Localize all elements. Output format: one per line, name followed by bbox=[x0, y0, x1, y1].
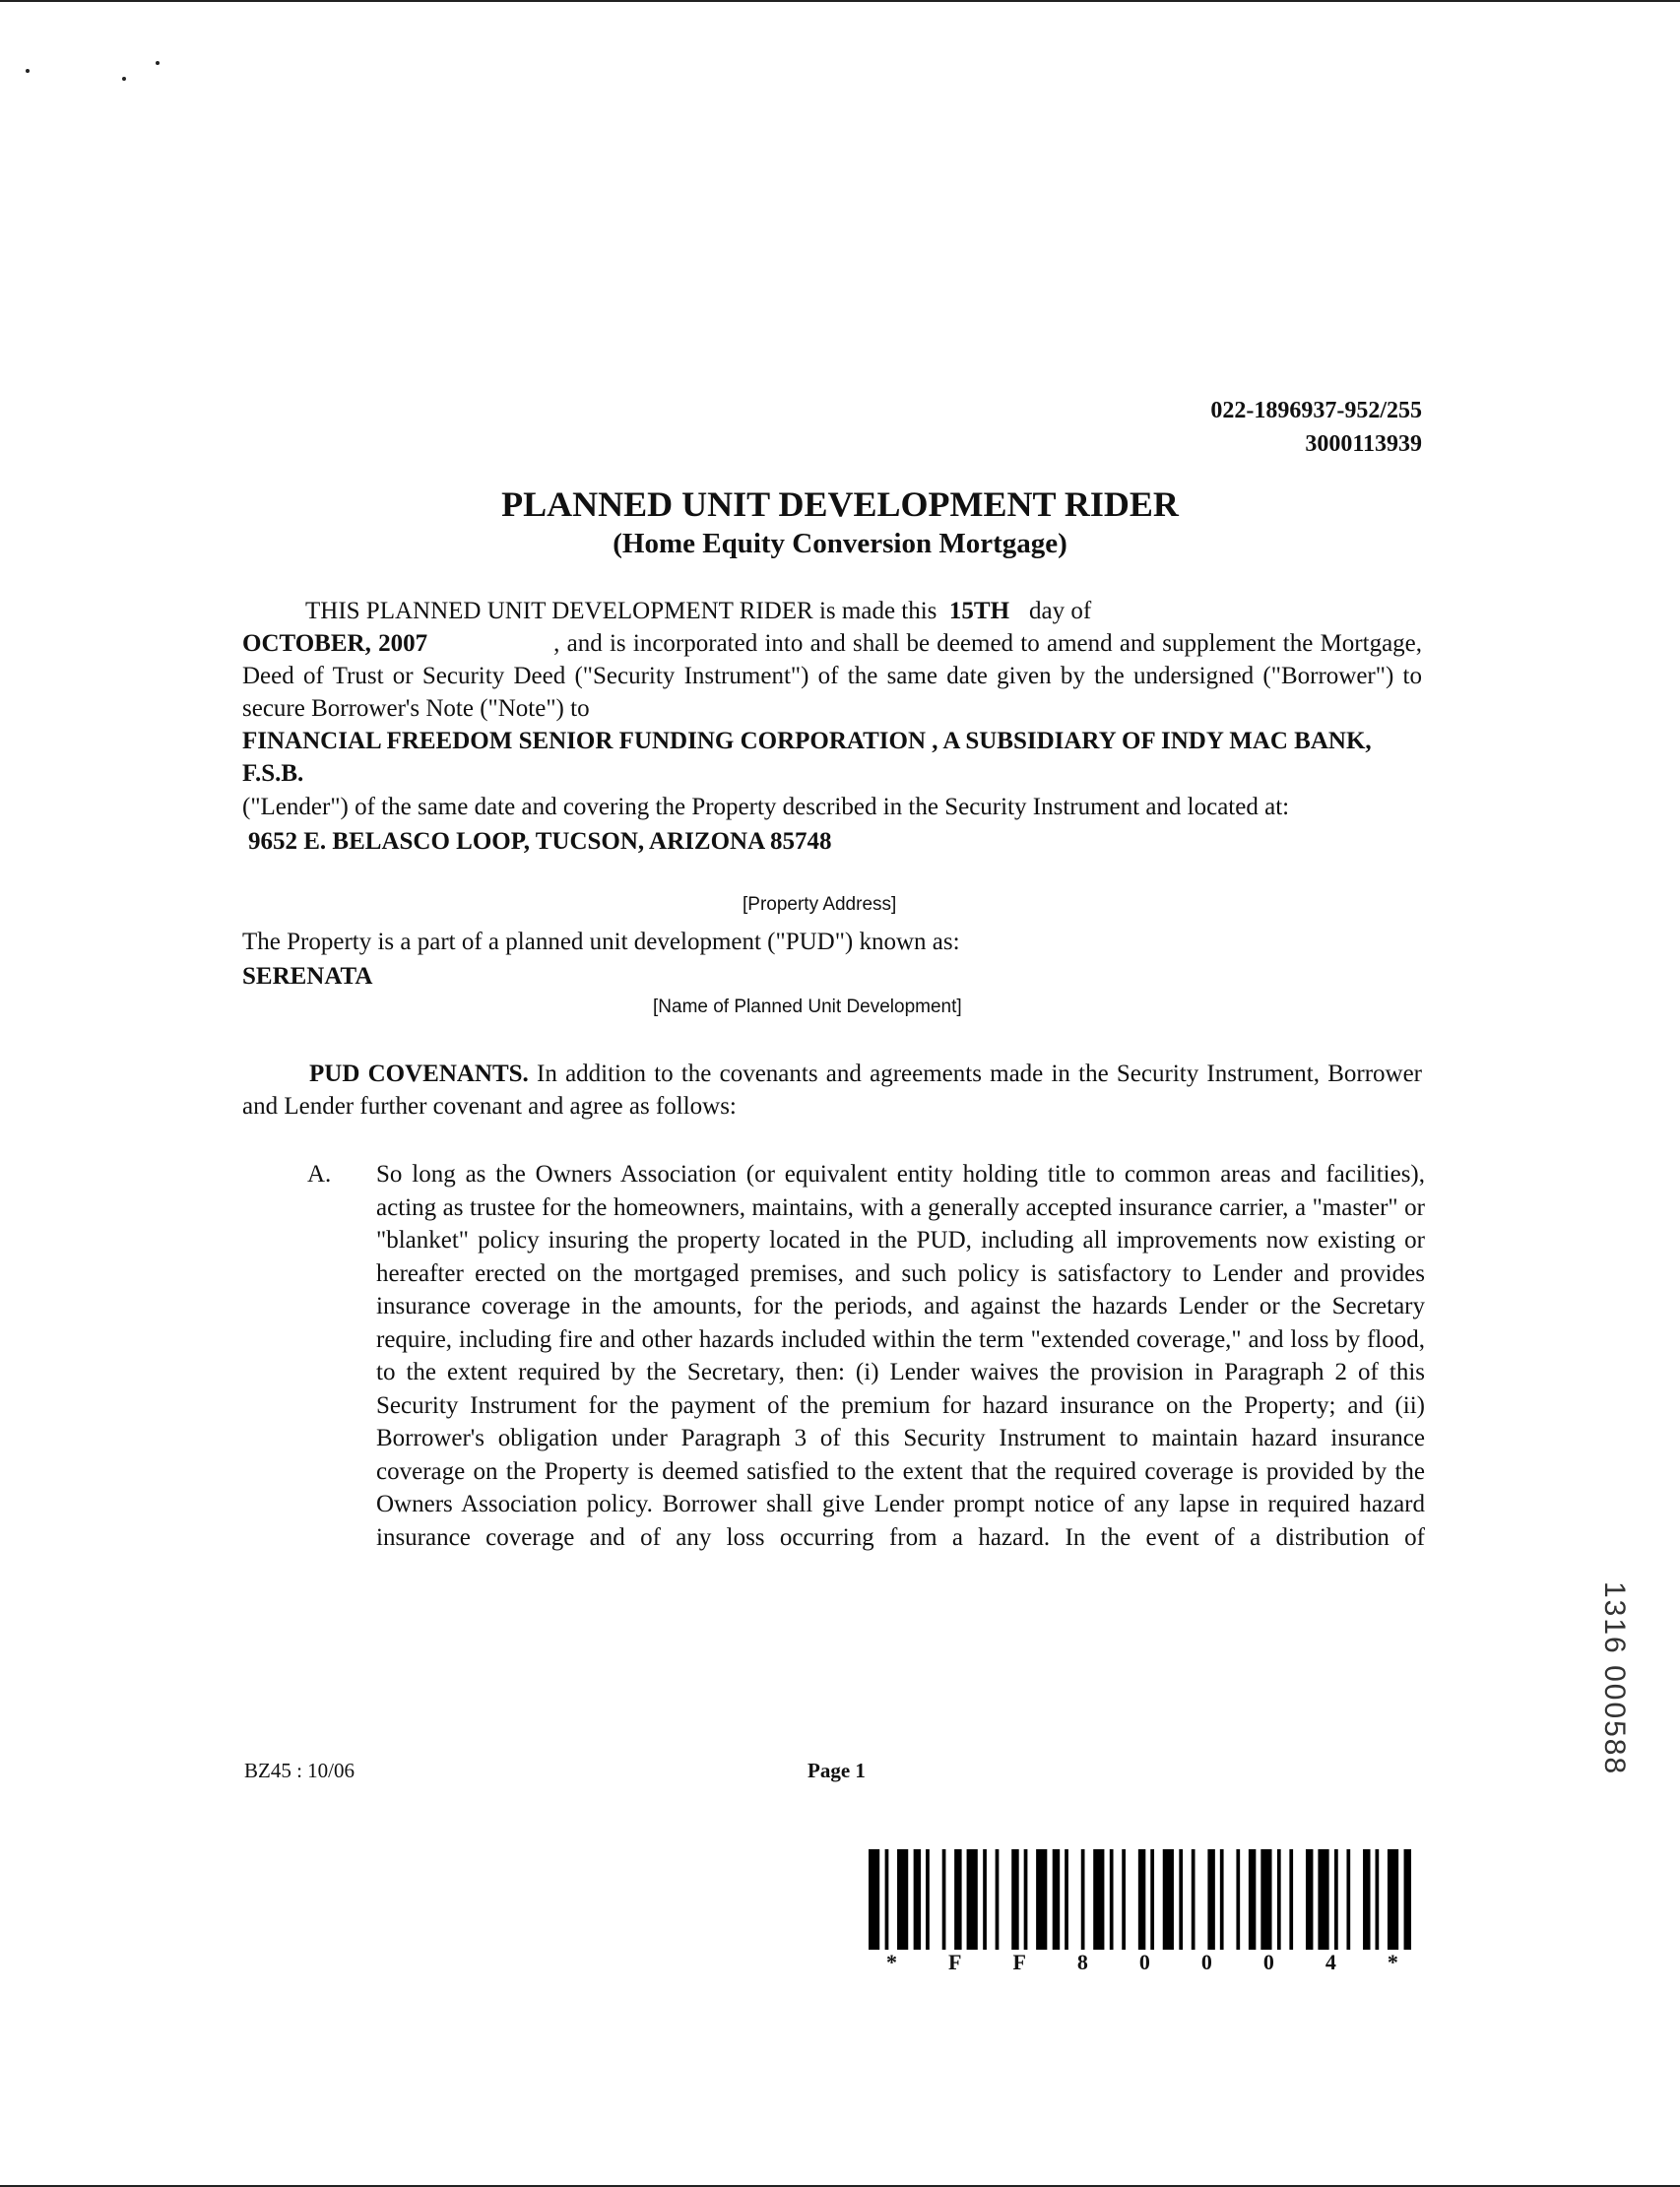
barcode-bar bbox=[1376, 1849, 1380, 1950]
rider-day: 15TH bbox=[948, 598, 1010, 624]
barcode-bar bbox=[1122, 1849, 1126, 1950]
barcode-bar bbox=[1260, 1849, 1271, 1950]
barcode-bar bbox=[1024, 1849, 1028, 1950]
barcode-bar bbox=[1346, 1849, 1350, 1950]
barcode-bar bbox=[1363, 1849, 1370, 1950]
scan-speck bbox=[122, 77, 126, 81]
barcode-bar bbox=[996, 1849, 1000, 1950]
intro-line-1 bbox=[242, 595, 1422, 627]
document-subtitle: (Home Equity Conversion Mortgage) bbox=[613, 528, 1067, 559]
barcode-bar bbox=[1404, 1849, 1411, 1950]
item-a-label: A. bbox=[307, 1161, 332, 1188]
barcode-char: 4 bbox=[1325, 1950, 1336, 1974]
barcode-bar bbox=[1110, 1849, 1114, 1950]
intro-body: the Mortgage, Deed of Trust or Security Deed ("Security Instrument") of the same date given by the undersigned ("Borrower") to secure Borrower's Note ("Note") to bbox=[242, 630, 1423, 722]
property-address: 9652 E. BELASCO LOOP, TUCSON, ARIZONA 85748 bbox=[248, 828, 832, 855]
barcode-bar bbox=[942, 1849, 946, 1950]
barcode-bar bbox=[914, 1849, 921, 1950]
scan-speck bbox=[26, 69, 30, 73]
barcode-bar bbox=[1306, 1849, 1313, 1950]
pud-covenants-heading: PUD COVENANTS. bbox=[309, 1061, 529, 1087]
loan-reference-number: 022-1896937-952/255 bbox=[1210, 398, 1422, 423]
barcode-char: F bbox=[1012, 1950, 1026, 1974]
barcode-bar bbox=[885, 1849, 889, 1950]
barcode-bar bbox=[1150, 1849, 1154, 1950]
day-of-label: day of bbox=[1029, 598, 1092, 624]
barcode-bar bbox=[967, 1849, 978, 1950]
barcode-bar bbox=[1179, 1849, 1183, 1950]
covenant-item-a bbox=[307, 1158, 1425, 1554]
barcode-bar bbox=[1163, 1849, 1174, 1950]
barcode-bar bbox=[1220, 1849, 1224, 1950]
scan-speck bbox=[156, 61, 160, 65]
barcode-char: 0 bbox=[1200, 1950, 1212, 1974]
barcode-bar bbox=[1065, 1849, 1068, 1950]
barcode-bar bbox=[1011, 1849, 1018, 1950]
barcode-bar bbox=[1318, 1849, 1328, 1950]
barcode-bar bbox=[1277, 1849, 1281, 1950]
barcode-char: 8 bbox=[1076, 1950, 1088, 1974]
barcode-bar bbox=[1236, 1849, 1240, 1950]
barcode-char: * bbox=[886, 1950, 897, 1974]
title-block bbox=[0, 482, 1680, 561]
barcode-char: 0 bbox=[1262, 1950, 1274, 1974]
barcode-bar bbox=[1192, 1849, 1195, 1950]
case-number: 3000113939 bbox=[1305, 431, 1422, 457]
barcode-bar bbox=[1388, 1849, 1398, 1950]
pud-covenants-paragraph bbox=[242, 1058, 1422, 1123]
barcode-char: * bbox=[1387, 1950, 1398, 1974]
intro-rest-line: , and is incorporated into and shall be deemed to amend and supplement bbox=[553, 630, 1276, 657]
barcode-bar bbox=[1053, 1849, 1060, 1950]
rider-date: OCTOBER, 2007 bbox=[242, 630, 428, 657]
intro-paragraph bbox=[242, 627, 1422, 725]
reference-numbers bbox=[1210, 394, 1422, 461]
lender-line: ("Lender") of the same date and covering the Property described in the Security Instrument and located at: bbox=[242, 794, 1290, 820]
side-stamp: 1316 000588 bbox=[1598, 1581, 1631, 1776]
barcode-bar bbox=[1207, 1849, 1214, 1950]
barcode-text bbox=[869, 1950, 1416, 1975]
pud-covenants-text: In addition to the covenants and agreements made in the Security Instrument, Borrower and Lender further covenant and agree as follows: bbox=[242, 1061, 1422, 1120]
barcode-bar bbox=[954, 1849, 961, 1950]
barcode-bar bbox=[1093, 1849, 1104, 1950]
barcode-bar bbox=[1249, 1849, 1256, 1950]
page-number: Page 1 bbox=[808, 1759, 866, 1782]
barcode-bar bbox=[1036, 1849, 1047, 1950]
barcode-bar bbox=[926, 1849, 930, 1950]
intro-lead: THIS PLANNED UNIT DEVELOPMENT RIDER is made this bbox=[305, 598, 937, 624]
lender-name: FINANCIAL FREEDOM SENIOR FUNDING CORPORATION , A SUBSIDIARY OF INDY MAC BANK, F.S.B. bbox=[242, 728, 1372, 787]
barcode bbox=[869, 1849, 1416, 1950]
form-code: BZ45 : 10/06 bbox=[244, 1759, 355, 1782]
barcode-bar bbox=[869, 1849, 879, 1950]
pud-name-caption: [Name of Planned Unit Development] bbox=[653, 997, 962, 1017]
barcode-bar bbox=[1334, 1849, 1338, 1950]
document-title: PLANNED UNIT DEVELOPMENT RIDER bbox=[501, 484, 1179, 524]
barcode-bar bbox=[983, 1849, 987, 1950]
pud-name: SERENATA bbox=[242, 963, 373, 990]
barcode-bar bbox=[1289, 1849, 1293, 1950]
barcode-char: F bbox=[948, 1950, 962, 1974]
page-top-edge bbox=[0, 0, 1680, 2]
barcode-bar bbox=[897, 1849, 908, 1950]
barcode-bar bbox=[1081, 1849, 1085, 1950]
barcode-char: 0 bbox=[1138, 1950, 1150, 1974]
item-a-text: So long as the Owners Association (or equivalent entity holding title to common areas and facilities), acting as trustee for the homeowners, maintains, with a generally accepted insurance carrier, a "master" or "blanket" policy insuring the property located in the PUD, including all improvements now existing or hereafter erected on the mortgaged premises, and such policy is satisfactory to Lender and provides insurance coverage in the amounts, for the periods, and against the hazards Lender or the Secretary require, including fire and other hazards included within the term "extended coverage," and loss by flood, to the extent required by the Secretary, then: (i) Lender waives the provision in Paragraph 2 of this Security Instrument for the payment of the premium for hazard insurance on the Property; and (ii) Borrower's obligation under Paragraph 3 of this Security Instrument to maintain hazard insurance coverage on the Property is deemed satisfied to the extent that the required coverage is provided by the Owners Association policy. Borrower shall give Lender prompt notice of any lapse in required hazard insurance coverage and of any loss occurring from a hazard. In the event of a distribution of bbox=[376, 1161, 1425, 1551]
pud-line: The Property is a part of a planned unit development ("PUD") known as: bbox=[242, 929, 960, 955]
property-address-caption: [Property Address] bbox=[743, 894, 897, 915]
barcode-bar bbox=[1138, 1849, 1145, 1950]
